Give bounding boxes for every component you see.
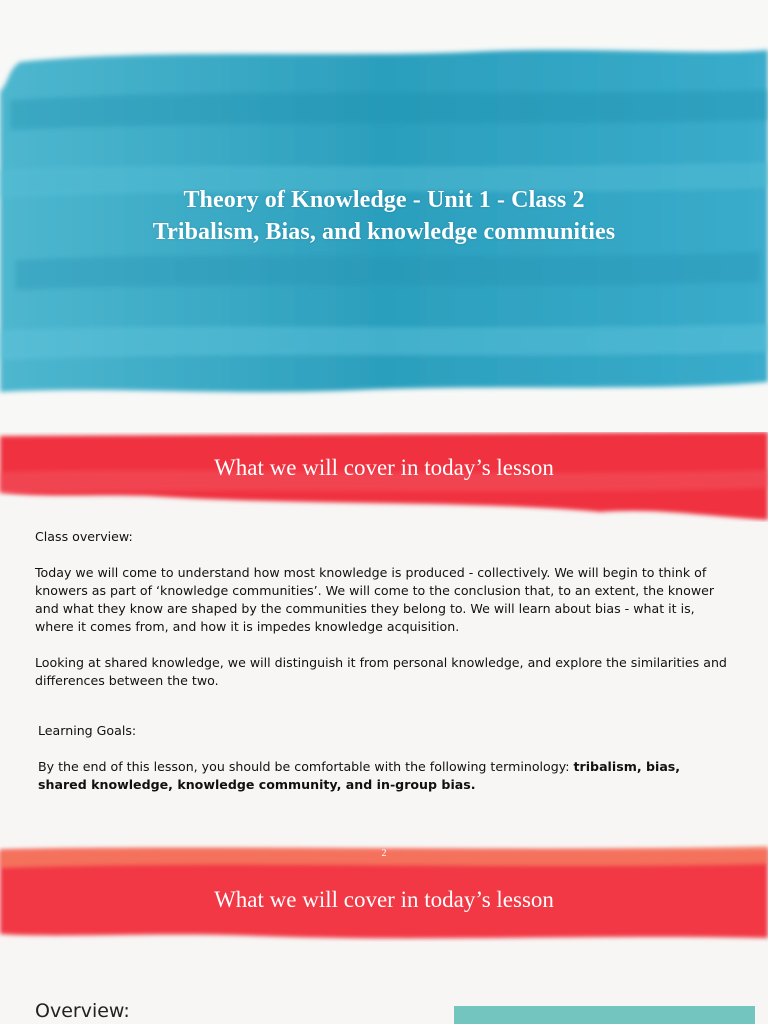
overview-paragraph-2: Looking at shared knowledge, we will distinguish it from personal knowledge, and explore the similarities and differences between the two. xyxy=(35,655,727,688)
title-line-1: Theory of Knowledge - Unit 1 - Class 2 xyxy=(183,187,585,213)
slide-title xyxy=(0,0,768,432)
page-number: 2 xyxy=(381,848,387,859)
title-block xyxy=(0,184,768,248)
slide-title: What we will cover in today’s lesson xyxy=(214,887,554,912)
slide-lesson-cover xyxy=(0,432,768,842)
goals-intro: By the end of this lesson, you should be comfortable with the following terminology: xyxy=(38,759,574,774)
title-line-2: Tribalism, Bias, and knowledge communities xyxy=(152,219,616,245)
goals-terms: tribalism, bias, shared knowledge, knowledge community, and in-group bias. xyxy=(38,759,681,792)
learning-goals xyxy=(38,722,718,794)
overview-label: Overview: xyxy=(35,1000,130,1022)
overview-heading: Class overview: xyxy=(35,529,133,544)
lesson-body xyxy=(35,528,735,690)
teal-box xyxy=(454,1006,755,1024)
overview-paragraph-1: Today we will come to understand how most knowledge is produced - collectively. We will begin to think of knowers as part of ‘knowledge communities’. We will come to the conclusion that, to an extent, the knower and what they know are shaped by the communities they belong to. We will learn about bias - what it is, where it comes from, and how it is impedes knowledge acquisition. xyxy=(35,565,715,634)
goals-heading: Learning Goals: xyxy=(38,723,137,738)
slide-overview xyxy=(0,842,768,1024)
goals-text xyxy=(38,758,718,794)
slide-title: What we will cover in today’s lesson xyxy=(214,455,554,480)
